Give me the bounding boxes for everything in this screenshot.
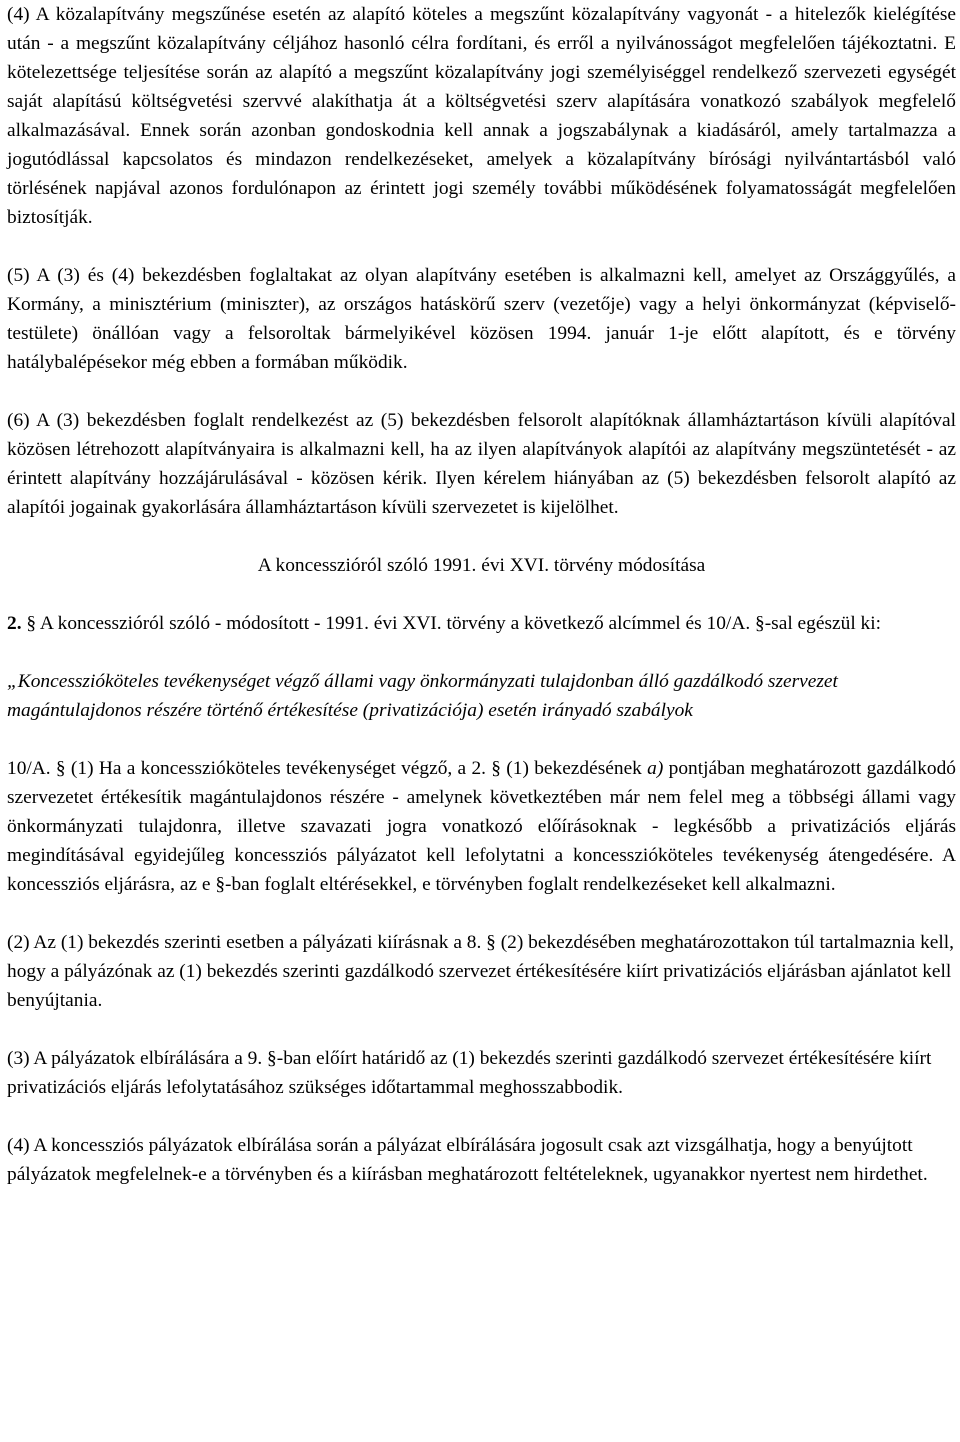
- paragraph-6: (6) A (3) bekezdésben foglalt rendelkezést az (5) bekezdésben felsorolt alapítóknak államháztartáson kívüli alapítóval közösen létrehozott alapítványaira is alkalmazni kell, ha az ilyen alapítványok alapítói az alapítvány megszüntetését - az érintett alapítvány hozzájárulásával - közösen kérik. Ilyen kérelem hiányában az (5) bekezdésben felsorolt alapító az alapítói jogainak gyakorlására államháztartáson kívüli szervezetet is kijelölhet.: [7, 410, 956, 518]
- paragraph-gap: [7, 725, 956, 754]
- paragraph-10a-3: (3) A pályázatok elbírálására a 9. §-ban előírt határidő az (1) bekezdés szerinti gazdálkodó szervezet értékesítésére kiírt privatizációs eljárás lefolytatásához szükséges időtartammal meghosszabbodik.: [7, 1048, 932, 1098]
- paragraph-gap: [7, 580, 956, 609]
- paragraph-gap: [7, 522, 956, 551]
- paragraph-4: [7, 0, 956, 232]
- paragraph-4-part-3: Ennek során azonban gondoskodnia kell annak a jogszabálynak a kiadásáról, amely tartalmazza a jogutódlással kapcsolatos és mindazon rendelkezéseket, amelyek a közalapítvány bírósági nyilvántartásból való törlésének napjával azonos fordulónapon az érintett jogi személy további működésének folyamatosságát megfelelően biztosítják.: [7, 120, 956, 228]
- paragraph-gap: [7, 638, 956, 667]
- paragraph-gap: [7, 377, 956, 406]
- point-a-reference: a): [647, 758, 664, 779]
- paragraph-4-part-1: (4) A közalapítvány megszűnése esetén az alapító köteles a megszűnt közalapítvány vagyonát - a hitelezők kielégítése után - a megszűnt közalapítvány céljához hasonló célra fordítani, és erről a nyilvánosságot megfelelően tájékoztatni.: [7, 4, 956, 54]
- section-2-paragraph: [7, 609, 956, 638]
- paragraph-10a-2: (2) Az (1) bekezdés szerinti esetben a pályázati kiírásnak a 8. § (2) bekezdésében meghatározottakon túl tartalmaznia kell, hogy a pályázónak az (1) bekezdés szerinti gazdálkodó szervezet értékesítésére kiírt privatizációs eljárásban ajánlatot kell benyújtania.: [7, 932, 955, 1011]
- paragraph-gap: [7, 899, 956, 928]
- paragraph-gap: [7, 1102, 956, 1131]
- paragraph-4-part-2: E kötelezettsége teljesítése során az alapító a megszűnt közalapítvány jogi személyiséggel rendelkező szervezeti egységét saját alapítású költségvetési szervvé alakíthatja át a költségvetési szerv alapítására vonatkozó szabályok megfelelő alkalmazásával.: [7, 33, 956, 141]
- section-heading: A koncesszióról szóló 1991. évi XVI. törvény módosítása: [257, 555, 706, 576]
- paragraph-gap: [7, 232, 956, 261]
- paragraph-gap: [7, 1015, 956, 1044]
- paragraph-10a-1-after: pontjában meghatározott gazdálkodó szervezetet értékesítik magántulajdonos részére - amelynek következtében már nem felel meg a többségi állami vagy önkormányzati tulajdonra, illetve szavazati jogra vonatkozó előírásoknak - legkésőbb a privatizációs eljárás megindításával egyidejűleg koncessziós pályázatot kell lefolytatni a koncesszióköteles tevékenység átengedésére. A koncessziós eljárásra, az e §-ban foglalt eltérésekkel, e törvényben foglalt rendelkezéseket kell alkalmazni.: [7, 758, 956, 895]
- paragraph-10a-1: [7, 754, 956, 899]
- subtitle: „Koncesszióköteles tevékenységet végző állami vagy önkormányzati tulajdonban álló gazdálkodó szervezet magántulajdonos részére történő értékesítése (privatizációja) esetén irányadó szabályok: [7, 671, 838, 721]
- paragraph-5: (5) A (3) és (4) bekezdésben foglaltakat az olyan alapítvány esetében is alkalmazni kell, amelyet az Országgyűlés, a Kormány, a minisztérium (miniszter), az országos hatáskörű szerv (vezetője) vagy a helyi önkormányzat (képviselő-testülete) önállóan vagy a felsoroltak bármelyikével közösen 1994. január 1-je előtt alapított, és e törvény hatálybalépésekor még ebben a formában működik.: [7, 265, 956, 373]
- section-number: 2.: [7, 613, 22, 634]
- section-2-text: § A koncesszióról szóló - módosított - 1991. évi XVI. törvény a következő alcímmel és 10/A. §-sal egészül ki:: [21, 613, 882, 634]
- paragraph-10a-1-before: 10/A. § (1) Ha a koncesszióköteles tevékenységet végző, a 2. § (1) bekezdésének: [7, 758, 648, 779]
- paragraph-10a-4: (4) A koncessziós pályázatok elbírálása során a pályázat elbírálására jogosult csak azt vizsgálhatja, hogy a benyújtott pályázatok megfelelnek-e a törvényben és a kiírásban meghatározott feltételeknek, ugyanakkor nyertest nem hirdethet.: [7, 1135, 928, 1185]
